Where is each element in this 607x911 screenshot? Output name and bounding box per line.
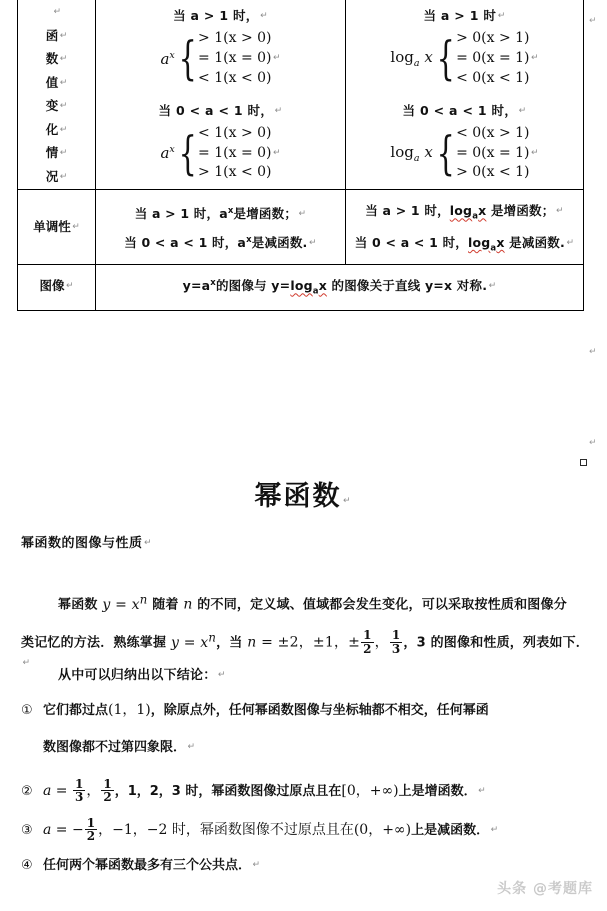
vertical-label-stack [18, 1, 95, 189]
pilcrow-icon: ↵ [217, 670, 226, 680]
pilcrow-icon: ↵ [65, 281, 74, 292]
pilcrow-icon: ↵ [342, 496, 353, 506]
list-text: 任何两个幂函数最多有三个公共点． ↵ [43, 858, 261, 873]
label-char-2: 值 ↵ [45, 74, 68, 90]
cell-exponential-value-change [96, 0, 346, 190]
case-row: > 1(x > 0) [198, 30, 272, 46]
math-lead: $\log_a x$ [390, 48, 433, 70]
mono-line-increasing: 当 a > 1 时，$a^x$是增函数； ↵ [134, 205, 307, 221]
row-label-monotonicity [18, 190, 96, 265]
pilcrow-icon: ↵ [497, 11, 506, 21]
cell-logarithmic-monotonicity [346, 190, 584, 265]
list-item [21, 779, 596, 804]
misspelling-underline: $\log_ax$ [449, 203, 487, 222]
table-row-function-value-change [18, 0, 584, 190]
fraction-one-half: $\frac{1}{2}$ [363, 628, 372, 656]
case-row: < 0(x > 1) [456, 124, 530, 141]
pilcrow-icon: ↵ [144, 538, 153, 548]
cases-list [456, 29, 539, 89]
pilcrow-icon: ↵ [72, 222, 80, 232]
label-blank-line [18, 1, 95, 25]
list-text: a = $\frac{1}{3}$ ， $\frac{1}{2}$ ，1，2，3 时，幂函数图像过原点且在[0，+∞)上是增函数． ↵ [43, 777, 486, 805]
case-row: < 1(x < 0) [198, 69, 272, 86]
list-item [21, 702, 596, 720]
table-row-monotonicity [18, 190, 584, 265]
watermark: 头条 @考题库 [497, 881, 593, 897]
piecewise-exponential-2 [160, 124, 280, 184]
cases-list [198, 124, 281, 184]
left-brace-icon: { [178, 31, 197, 86]
fraction-one-third: $\frac{1}{3}$ [391, 628, 401, 656]
list-marker: ② [21, 784, 33, 800]
condition-a-gt-1: 当 a > 1 时， ↵ [173, 8, 268, 23]
label-char-1: 数 ↵ [45, 51, 68, 67]
section-heading [21, 532, 152, 551]
list-marker: ③ [21, 823, 33, 839]
page-title-text: 幂函数 [254, 481, 342, 512]
misspelling-underline: $\log_ax$ [468, 234, 505, 254]
row-label-function-value-change [18, 0, 96, 190]
case-row: > 0(x > 1) [456, 30, 530, 46]
pilcrow-icon: ↵ [59, 77, 68, 88]
left-brace-icon: { [178, 126, 197, 181]
list-item [21, 858, 596, 874]
pilcrow-icon: ↵ [488, 281, 497, 292]
case-row: = 1(x = 0) [198, 49, 272, 66]
pilcrow-icon: ↵ [589, 347, 597, 357]
list-text: 它们都过点(1，1)，除原点外，任何幂函数图像与坐标轴都不相交，任何幂函 [43, 702, 489, 718]
pilcrow-icon: ↵ [59, 54, 68, 65]
math-variable-n: n [247, 634, 257, 651]
table-resize-handle[interactable] [580, 459, 587, 466]
pilcrow-icon: ↵ [260, 11, 268, 21]
math-interval-closed: [0，+∞) [341, 783, 399, 800]
label-char-0: 函 ↵ [45, 27, 68, 43]
math-variable-a: a [43, 783, 52, 800]
pilcrow-icon: ↵ [59, 124, 68, 135]
case-row: < 1(x > 0) [198, 124, 272, 141]
fraction-one-third: $\frac{1}{3}$ [75, 777, 84, 805]
fraction-one-half: $\frac{1}{2}$ [86, 816, 96, 844]
row-label-graph [18, 265, 96, 311]
math-point-1-1: (1，1) [108, 702, 151, 718]
pilcrow-icon: ↵ [298, 208, 307, 219]
label-char-3: 变 ↵ [45, 98, 68, 114]
case-row: = 0(x = 1) [456, 144, 530, 161]
exponential-log-properties-table [17, 0, 584, 311]
cases-list [198, 29, 281, 89]
list-text: 数图像都不过第四象限． [43, 740, 187, 755]
pilcrow-icon: ↵ [490, 825, 499, 836]
pilcrow-icon: ↵ [555, 206, 564, 217]
case-row: > 0(x < 1) [456, 164, 530, 181]
case-row: = 1(x = 0) [198, 144, 272, 161]
pilcrow-icon: ↵ [59, 171, 68, 182]
paragraph-intro-line2: 类记忆的方法．熟练掌握 $y = x^n$，当 n = ±2，±1，± $\frac{1}{2}$ ， $\frac{1}{3}$ ，3 的图像和性质，列表如下．↵ [21, 628, 589, 668]
piecewise-logarithm-1 [390, 29, 538, 89]
case-row: = 0(x = 1) [456, 49, 530, 66]
paragraph-conclusion-lead: 从中可以归纳出以下结论： ↵ [58, 668, 226, 683]
pilcrow-icon: ↵ [531, 52, 539, 63]
list-marker: ④ [21, 858, 33, 873]
pilcrow-icon: ↵ [531, 147, 539, 158]
list-marker: ① [21, 703, 33, 718]
section-heading-text: 幂函数的图像与性质 [21, 536, 143, 551]
fraction-one-half: $\frac{1}{2}$ [103, 777, 112, 805]
pilcrow-icon: ↵ [589, 438, 597, 448]
label-text: 图像 [39, 278, 65, 294]
cell-exponential-monotonicity [96, 190, 346, 265]
cell-logarithmic-value-change [346, 0, 584, 190]
math-variable-a: a [43, 822, 52, 839]
pilcrow-icon: ↵ [273, 52, 281, 63]
math-lead: $a^x$ [160, 144, 175, 163]
pilcrow-icon: ↵ [478, 786, 486, 797]
math-n-values: = ±2，±1，± [256, 634, 361, 651]
mono-line-increasing: 当 a > 1 时，$\log_ax$ 是增函数； ↵ [365, 203, 564, 222]
cell-graph-symmetry [96, 265, 584, 311]
math-lead: $a^x$ [160, 49, 175, 68]
math-lead: $\log_a x$ [390, 142, 433, 164]
misspelling-underline: $\log_ax$ [290, 278, 327, 297]
pilcrow-icon: ↵ [59, 148, 68, 159]
pilcrow-icon: ↵ [518, 105, 527, 116]
label-text: 单调性 [33, 219, 71, 234]
pilcrow-icon: ↵ [59, 101, 68, 112]
pilcrow-icon: ↵ [274, 105, 283, 116]
pilcrow-icon: ↵ [309, 237, 317, 248]
paragraph-intro-line1: 幂函数 $y = x^n$ 随着 n 的不同，定义域、值域都会发生变化，可以采取按性质和图像分 [58, 592, 567, 613]
list-item [21, 818, 596, 843]
pilcrow-icon: ↵ [53, 7, 62, 18]
math-y-equals-x-n: $y = x^n$ [170, 630, 217, 651]
label-char-4: 化 ↵ [45, 121, 68, 137]
left-brace-icon: { [436, 126, 455, 181]
piecewise-logarithm-2 [390, 124, 538, 184]
cases-list [456, 124, 539, 184]
label-char-5: 情 ↵ [45, 145, 68, 161]
page-title [0, 474, 607, 513]
case-row: < 0(x < 1) [456, 69, 530, 86]
pilcrow-icon: ↵ [252, 860, 261, 870]
piecewise-exponential-1 [160, 29, 280, 89]
list-item-continuation [21, 740, 607, 756]
label-char-6: 况 ↵ [45, 168, 68, 184]
left-brace-icon: { [436, 31, 455, 86]
list-text: a = − $\frac{1}{2}$ ，−1，−2 时，幂函数图像不过原点且在(0，+∞)上是减函数． ↵ [43, 816, 499, 844]
math-variable-n: n [183, 596, 193, 613]
mono-line-decreasing: 当 0 < a < 1 时，$\log_ax$ 是减函数. ↵ [354, 234, 575, 254]
graph-symmetry-text: $y=a^x$的图像与 $y=\log_ax$ 的图像关于直线 y=x 对称. ↵ [182, 278, 497, 297]
condition-0-lt-a-lt-1: 当 0 < a < 1 时， ↵ [402, 102, 527, 118]
pilcrow-icon: ↵ [589, 16, 597, 26]
pilcrow-icon: ↵ [59, 30, 68, 41]
mono-line-decreasing: 当 0 < a < 1 时，$a^x$是减函数. ↵ [124, 234, 317, 250]
math-y-equals-x-n: $y = x^n$ [102, 592, 148, 613]
table-row-graph [18, 265, 584, 311]
math-interval-open: (0，+∞) [353, 822, 412, 839]
case-row: > 1(x < 0) [198, 164, 272, 181]
pilcrow-icon: ↵ [187, 742, 196, 752]
condition-a-gt-1: 当 a > 1 时 ↵ [423, 8, 506, 23]
pilcrow-icon: ↵ [273, 147, 281, 158]
pilcrow-icon: ↵ [566, 237, 575, 248]
condition-0-lt-a-lt-1: 当 0 < a < 1 时， ↵ [158, 102, 283, 118]
pilcrow-icon: ↵ [22, 657, 31, 668]
properties-table-wrapper [17, 0, 583, 311]
